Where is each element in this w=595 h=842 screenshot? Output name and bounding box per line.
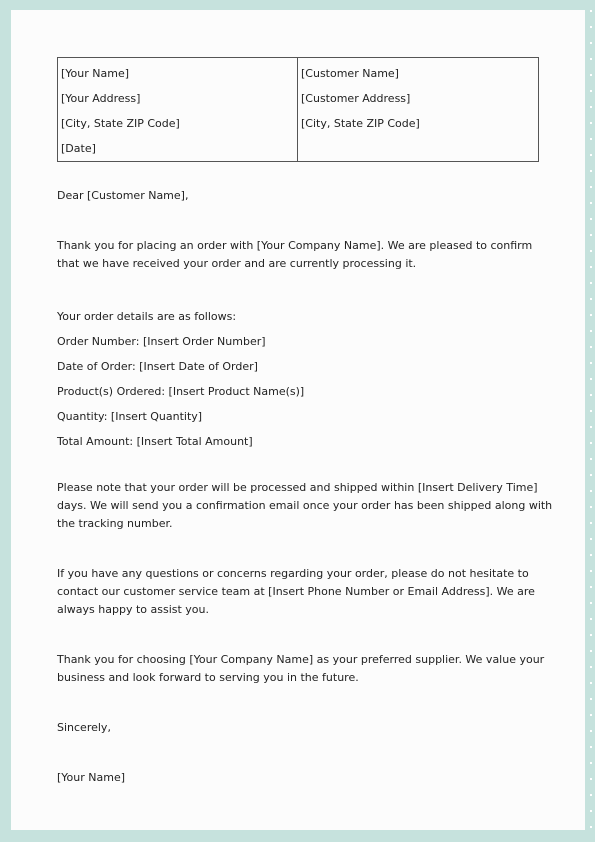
contact-paragraph xyxy=(57,565,547,619)
thanks-line: business and look forward to serving you in the future. xyxy=(57,671,359,684)
sender-address: [Your Address] xyxy=(61,92,141,105)
products-ordered: Product(s) Ordered: [Insert Product Name(s)] xyxy=(57,385,305,398)
order-quantity: Quantity: [Insert Quantity] xyxy=(57,410,203,423)
intro-paragraph xyxy=(57,237,547,273)
shipping-line: Please note that your order will be processed and shipped within [Insert Delivery Time] xyxy=(57,481,538,494)
signature-name: [Your Name] xyxy=(57,771,126,784)
intro-line: that we have received your order and are currently processing it. xyxy=(57,257,417,270)
customer-address-block xyxy=(298,58,538,161)
contact-line: If you have any questions or concerns regarding your order, please do not hesitate to xyxy=(57,567,529,580)
total-amount: Total Amount: [Insert Total Amount] xyxy=(57,435,253,448)
letter-date: [Date] xyxy=(61,142,96,155)
shipping-line: the tracking number. xyxy=(57,517,173,530)
shipping-paragraph xyxy=(57,479,553,533)
greeting: Dear [Customer Name], xyxy=(57,189,189,202)
thanks-line: Thank you for choosing [Your Company Name] as your preferred supplier. We value your xyxy=(57,653,545,666)
order-details xyxy=(57,304,547,454)
thanks-paragraph xyxy=(57,651,547,687)
order-date: Date of Order: [Insert Date of Order] xyxy=(57,360,258,373)
customer-address: [Customer Address] xyxy=(301,92,411,105)
address-table xyxy=(57,57,539,162)
closing: Sincerely, xyxy=(57,721,111,734)
sender-city: [City, State ZIP Code] xyxy=(61,117,180,130)
customer-city: [City, State ZIP Code] xyxy=(301,117,420,130)
letter-sheet xyxy=(11,10,585,830)
shipping-line: days. We will send you a confirmation email once your order has been shipped along with xyxy=(57,499,553,512)
sender-name: [Your Name] xyxy=(61,67,130,80)
order-details-heading: Your order details are as follows: xyxy=(57,310,237,323)
order-number: Order Number: [Insert Order Number] xyxy=(57,335,266,348)
intro-line: Thank you for placing an order with [Your Company Name]. We are pleased to confirm xyxy=(57,239,533,252)
contact-line: always happy to assist you. xyxy=(57,603,210,616)
sender-address-block xyxy=(58,58,298,161)
contact-line: contact our customer service team at [Insert Phone Number or Email Address]. We are xyxy=(57,585,535,598)
customer-name: [Customer Name] xyxy=(301,67,399,80)
